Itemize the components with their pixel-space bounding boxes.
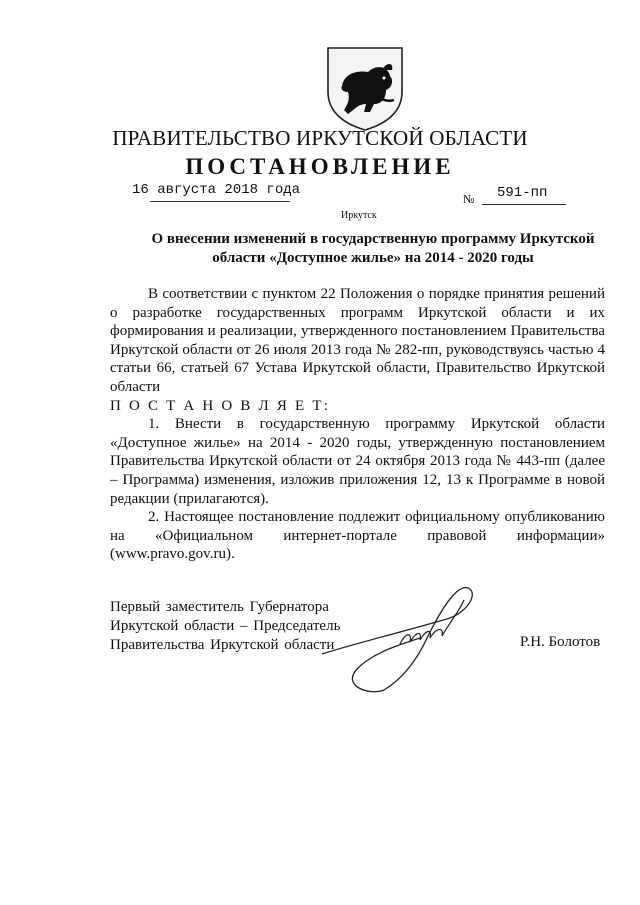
- date-underline: [150, 201, 290, 202]
- position-line-1: Первый заместитель Губернатора: [110, 599, 329, 615]
- resolves-heading: П О С Т А Н О В Л Я Е Т:: [110, 397, 331, 414]
- government-name: ПРАВИТЕЛЬСТВО ИРКУТСКОЙ ОБЛАСТИ: [112, 126, 528, 150]
- document-type: ПОСТАНОВЛЕНИЕ: [185, 154, 455, 179]
- document-date: 16 августа 2018 года: [132, 182, 301, 198]
- signatory-name: Р.Н. Болотов: [520, 634, 601, 650]
- document-number: 591-пп: [497, 185, 548, 201]
- item-2-paragraph: 2. Настоящее постановление подлежит официальному опубликованию на «Официальном интернет-портале правовой информации» (www.pravo.gov.ru).: [110, 509, 605, 563]
- coat-of-arms-icon: [324, 40, 406, 132]
- city-name: Иркутск: [341, 210, 377, 221]
- preamble-paragraph: В соответствии с пунктом 22 Положения о порядке принятия решений о разработке государственных программ Иркутской области и их формирования и реализации, утвержденного постановлением Правительства Иркутской области от 26 июля 2013 года № 282-пп, руководствуясь частью 4 статьи 66, статьей 67 Устава Иркутской области, Правительство Иркутской области: [110, 286, 605, 395]
- document-title: [136, 230, 610, 268]
- handwritten-signature: [300, 582, 500, 694]
- number-sign: №: [463, 192, 475, 206]
- document-body: [110, 285, 605, 564]
- title-line-2: области «Доступное жилье» на 2014 - 2020 годы: [212, 250, 534, 266]
- number-underline: [482, 204, 566, 205]
- position-line-3: Правительства Иркутской области: [110, 637, 335, 653]
- title-line-1: О внесении изменений в государственную программу Иркутской: [151, 231, 595, 247]
- position-line-2: Иркутской области – Председатель: [110, 618, 341, 634]
- item-1-paragraph: 1. Внести в государственную программу Иркутской области «Доступное жилье» на 2014 - 2020 годы, утвержденную постановлением Правительства Иркутской области от 24 октября 2013 года № 443-пп (далее – Программа) изменения, изложив приложения 12, 13 к Программе в новой редакции (прилагаются).: [110, 416, 605, 507]
